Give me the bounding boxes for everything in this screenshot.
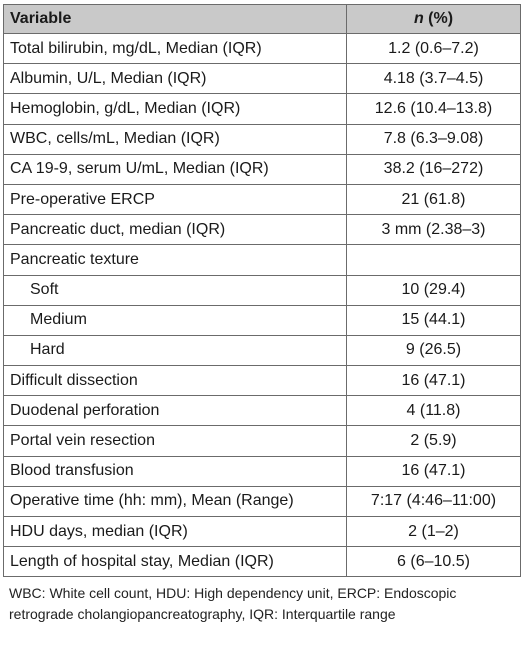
table-row — [4, 154, 521, 184]
row-value — [347, 245, 521, 275]
row-value: 2 (5.9) — [347, 426, 521, 456]
table-row — [4, 94, 521, 124]
table-row — [4, 426, 521, 456]
row-value: 4 (11.8) — [347, 396, 521, 426]
row-value: 9 (26.5) — [347, 335, 521, 365]
table-row — [4, 547, 521, 577]
table-row — [4, 245, 521, 275]
row-label: Albumin, U/L, Median (IQR) — [4, 64, 347, 94]
row-value: 16 (47.1) — [347, 456, 521, 486]
row-value: 7:17 (4:46–11:00) — [347, 486, 521, 516]
row-label: Portal vein resection — [4, 426, 347, 456]
table-row — [4, 366, 521, 396]
table-row — [4, 215, 521, 245]
row-label: Difficult dissection — [4, 366, 347, 396]
row-value: 1.2 (0.6–7.2) — [347, 34, 521, 64]
row-value: 2 (1–2) — [347, 517, 521, 547]
table-row — [4, 184, 521, 214]
row-value: 7.8 (6.3–9.08) — [347, 124, 521, 154]
row-value: 15 (44.1) — [347, 305, 521, 335]
table-row — [4, 34, 521, 64]
row-value: 16 (47.1) — [347, 366, 521, 396]
header-n: n — [413, 10, 424, 27]
table-row — [4, 335, 521, 365]
row-label: Hemoglobin, g/dL, Median (IQR) — [4, 94, 347, 124]
row-value: 12.6 (10.4–13.8) — [347, 94, 521, 124]
row-value: 38.2 (16–272) — [347, 154, 521, 184]
table-row — [4, 124, 521, 154]
row-value: 3 mm (2.38–3) — [347, 215, 521, 245]
table-row — [4, 456, 521, 486]
table-footnote: WBC: White cell count, HDU: High dependency unit, ERCP: Endoscopic retrograde cholangiopancreatography, IQR: Interquartile range — [9, 585, 457, 622]
row-value: 21 (61.8) — [347, 184, 521, 214]
row-label: HDU days, median (IQR) — [4, 517, 347, 547]
row-label: Blood transfusion — [4, 456, 347, 486]
row-label: Duodenal perforation — [4, 396, 347, 426]
row-label: Hard — [4, 335, 347, 365]
row-label: Length of hospital stay, Median (IQR) — [4, 547, 347, 577]
table-header-row — [4, 5, 521, 34]
table-row — [4, 305, 521, 335]
table-body — [4, 34, 521, 577]
row-label: Total bilirubin, mg/dL, Median (IQR) — [4, 34, 347, 64]
row-label: CA 19-9, serum U/mL, Median (IQR) — [4, 154, 347, 184]
row-label: Medium — [4, 305, 347, 335]
table-row — [4, 486, 521, 516]
row-value: 4.18 (3.7–4.5) — [347, 64, 521, 94]
data-table — [3, 4, 521, 577]
header-percent: (%) — [423, 10, 454, 27]
row-value: 6 (6–10.5) — [347, 547, 521, 577]
table-row — [4, 275, 521, 305]
row-label: Soft — [4, 275, 347, 305]
row-value: 10 (29.4) — [347, 275, 521, 305]
header-variable: Variable — [4, 5, 347, 34]
table-row — [4, 396, 521, 426]
row-label: Operative time (hh: mm), Mean (Range) — [4, 486, 347, 516]
row-label: WBC, cells/mL, Median (IQR) — [4, 124, 347, 154]
row-label: Pancreatic duct, median (IQR) — [4, 215, 347, 245]
row-label: Pre-operative ERCP — [4, 184, 347, 214]
row-label: Pancreatic texture — [4, 245, 347, 275]
header-n-percent — [347, 5, 521, 34]
table-row — [4, 64, 521, 94]
table-row — [4, 517, 521, 547]
